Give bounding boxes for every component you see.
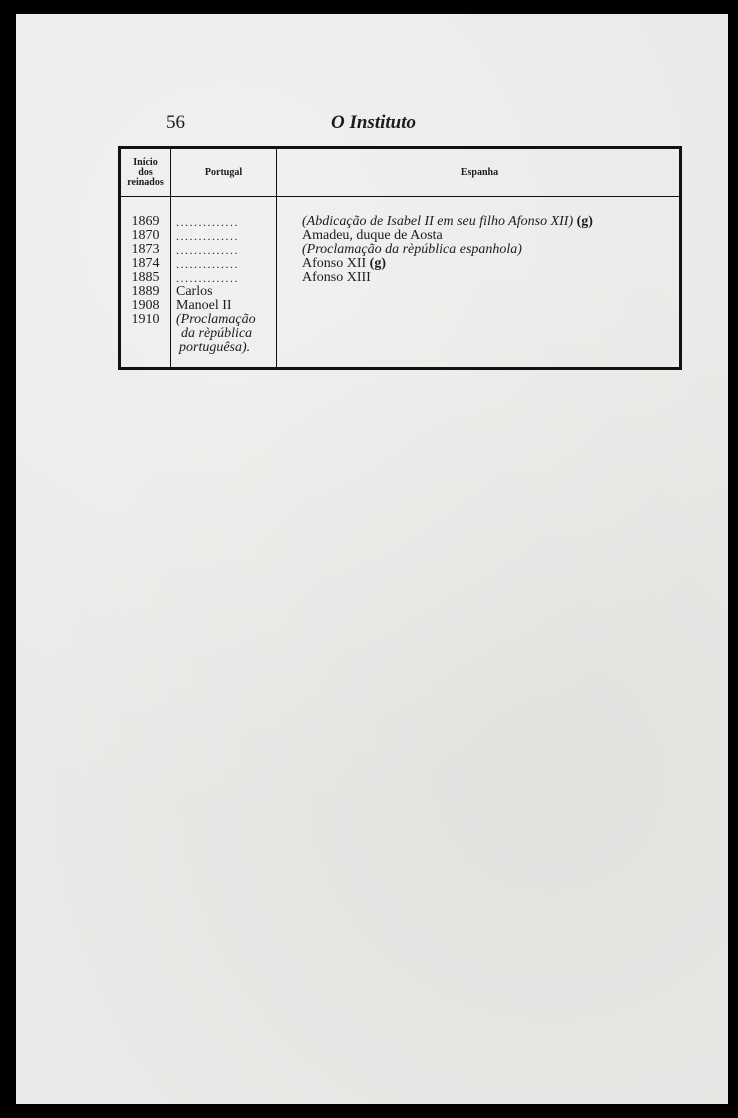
table-row: [121, 229, 682, 243]
portugal-note-line: da rèpública: [181, 326, 253, 341]
row-year: 1908: [131, 298, 160, 313]
row-year: 1889: [131, 284, 160, 299]
header-year-line: Início: [133, 156, 158, 168]
table-row: [121, 285, 682, 299]
table-row: [121, 257, 682, 271]
row-portugal: Carlos: [176, 284, 213, 299]
row-year: 1885: [131, 270, 160, 285]
header-year-line: reinados: [127, 176, 164, 188]
row-espanha-text: (Abdicação de Isabel II em seu filho Afonso XII): [302, 214, 574, 229]
header-rule: [121, 196, 679, 197]
table-row: [121, 271, 682, 285]
row-espanha: [302, 257, 386, 271]
row-espanha: (Proclamação da rèpública espanhola): [302, 242, 522, 257]
row-year: 1910: [131, 312, 160, 327]
row-portugal: ..............: [176, 271, 239, 285]
row-espanha-mark: (g): [369, 256, 386, 271]
row-espanha-mark: (g): [576, 214, 593, 229]
running-head: [16, 112, 728, 134]
header-portugal: Portugal: [204, 166, 243, 178]
row-portugal: ..............: [176, 257, 239, 271]
row-espanha: Amadeu, duque de Aosta: [302, 228, 443, 243]
header-espanha: Espanha: [460, 166, 499, 178]
document-page: [16, 14, 728, 1104]
portugal-note-line: (Proclamação: [176, 312, 256, 327]
row-year: 1870: [131, 228, 160, 243]
page-number: 56: [166, 112, 185, 133]
row-year: 1873: [131, 242, 160, 257]
table-row: [121, 299, 682, 313]
row-portugal: ..............: [176, 215, 239, 229]
row-espanha: Afonso XIII: [302, 270, 371, 285]
portugal-note-line: portuguêsa).: [179, 340, 251, 355]
row-portugal: ..............: [176, 229, 239, 243]
row-espanha-text: Afonso XII: [302, 256, 367, 271]
header-year-line: dos: [138, 166, 153, 178]
row-espanha: [302, 215, 593, 229]
row-portugal: ..............: [176, 243, 239, 257]
header-year: [121, 149, 170, 196]
running-title: O Instituto: [331, 112, 417, 133]
row-year: 1874: [131, 256, 160, 271]
row-year: 1869: [131, 214, 160, 229]
table-row: [121, 243, 682, 257]
table-row: [121, 215, 682, 229]
reigns-table: [118, 146, 682, 370]
row-portugal: Manoel II: [176, 298, 232, 313]
